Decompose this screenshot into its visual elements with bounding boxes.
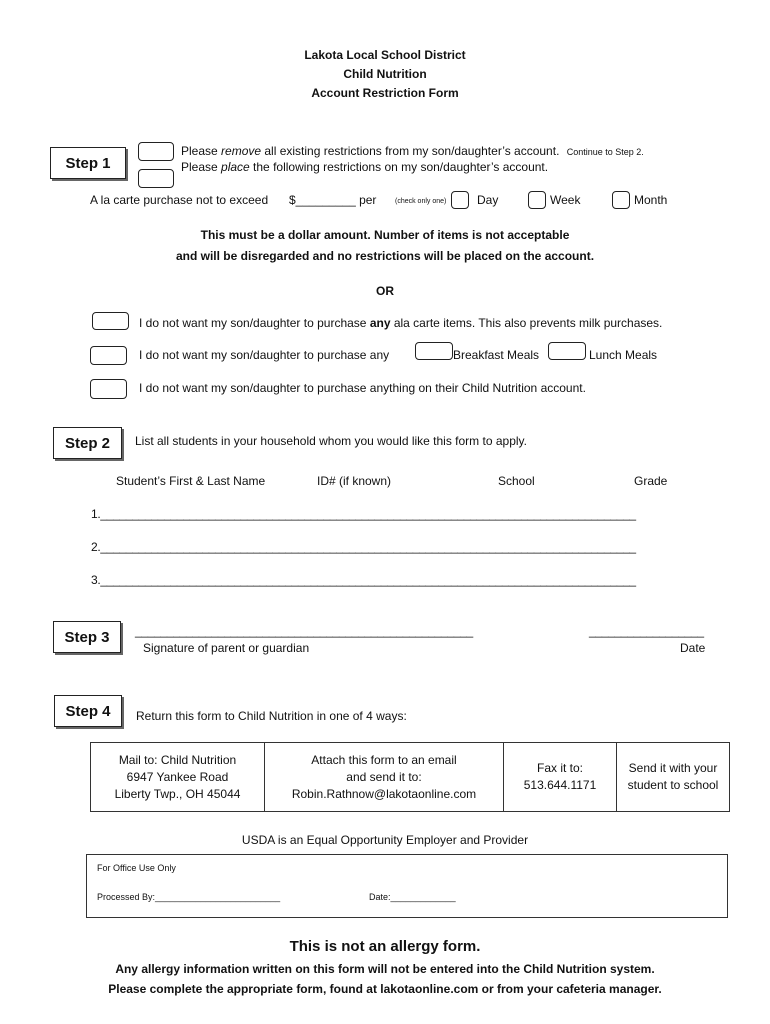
step2-label: Step 2	[53, 427, 122, 459]
week-label: Week	[550, 193, 581, 207]
return-methods-table	[90, 742, 730, 812]
processed-by-field: Processed By:_________________________	[97, 892, 281, 902]
breakfast-checkbox[interactable]	[415, 342, 453, 360]
step4-label: Step 4	[54, 695, 122, 727]
no-meals-checkbox[interactable]	[90, 346, 127, 365]
signature-line[interactable]: _____________________________________________________	[135, 624, 473, 638]
place-restrictions-checkbox[interactable]	[138, 169, 174, 188]
not-allergy-form-title: This is not an allergy form.	[289, 938, 481, 955]
district-title: Lakota Local School District	[304, 48, 466, 62]
day-checkbox[interactable]	[451, 191, 469, 209]
mail-cell	[91, 743, 265, 812]
place-option-text	[181, 160, 548, 174]
usda-statement: USDA is an Equal Opportunity Employer and Provider	[241, 833, 529, 847]
or-separator: OR	[376, 284, 394, 298]
date-line[interactable]: __________________	[589, 624, 704, 638]
fax-line-1: Fax it to:	[536, 761, 583, 775]
place-pre: Please	[181, 160, 222, 174]
student-row-1[interactable]: 1.____________________________________________________________________________________	[91, 507, 636, 521]
date-label: Date	[680, 641, 706, 655]
office-use-title: For Office Use Only	[97, 863, 176, 873]
office-date-field: Date:_____________	[369, 892, 456, 902]
month-checkbox[interactable]	[612, 191, 630, 209]
no-alacarte-text	[139, 316, 662, 330]
mail-line-2: 6947 Yankee Road	[126, 769, 229, 784]
lunch-label: Lunch Meals	[589, 348, 658, 362]
email-line-1: Attach this form to an email	[311, 752, 457, 767]
send-cell	[617, 743, 730, 812]
column-grade: Grade	[634, 474, 668, 488]
breakfast-label: Breakfast Meals	[453, 348, 540, 362]
remove-emphasis: remove	[221, 144, 262, 158]
form-title: Account Restriction Form	[311, 86, 459, 100]
send-line-2: student to school	[627, 778, 719, 792]
remove-option-text	[181, 144, 644, 158]
remove-post: all existing restrictions from my son/daughter’s account.	[261, 144, 560, 158]
no-alacarte-checkbox[interactable]	[92, 312, 129, 330]
step3-label: Step 3	[53, 621, 121, 653]
signature-label: Signature of parent or guardian	[143, 641, 310, 655]
disregard-note: and will be disregarded and no restrictions will be placed on the account.	[175, 249, 595, 263]
no-meals-text: I do not want my son/daughter to purchase any	[139, 348, 390, 362]
opt1-bold: any	[369, 316, 391, 330]
email-line-2: and send it to:	[346, 769, 422, 784]
dollar-amount-note: This must be a dollar amount. Number of items is not acceptable	[200, 228, 570, 242]
month-label: Month	[634, 193, 668, 207]
place-post: the following restrictions on my son/daughter’s account.	[249, 160, 549, 174]
opt1-pre: I do not want my son/daughter to purchase	[139, 316, 370, 330]
step1-label: Step 1	[50, 147, 126, 179]
day-label: Day	[477, 193, 499, 207]
no-purchases-checkbox[interactable]	[90, 379, 127, 399]
department-title: Child Nutrition	[343, 67, 427, 81]
column-student-name: Student’s First & Last Name	[116, 474, 266, 488]
office-use-box	[86, 854, 728, 918]
student-row-3[interactable]: 3.____________________________________________________________________________________	[91, 573, 636, 587]
opt1-post: ala carte items. This also prevents milk purchases.	[390, 316, 663, 330]
amount-blank[interactable]: $_________ per	[289, 193, 377, 207]
remove-pre: Please	[181, 144, 222, 158]
allergy-warning-line-1: Any allergy information written on this form will not be entered into the Child Nutrition system.	[115, 962, 655, 976]
no-purchases-text: I do not want my son/daughter to purchase anything on their Child Nutrition account.	[139, 381, 586, 395]
email-cell	[265, 743, 504, 812]
email-address[interactable]: Robin.Rathnow@lakotaonline.com	[291, 786, 477, 801]
column-id: ID# (if known)	[317, 474, 392, 488]
fax-number: 513.644.1171	[523, 778, 597, 792]
column-school: School	[498, 474, 535, 488]
check-only-one-note: (check only one)	[395, 198, 447, 205]
remove-restrictions-checkbox[interactable]	[138, 142, 174, 161]
student-row-2[interactable]: 2.____________________________________________________________________________________	[91, 540, 636, 554]
alacarte-label: A la carte purchase not to exceed	[90, 193, 269, 207]
send-line-1: Send it with your	[628, 761, 718, 775]
place-emphasis: place	[221, 160, 250, 174]
mail-line-3: Liberty Twp., OH 45044	[114, 786, 241, 801]
continue-note: Continue to Step 2.	[566, 147, 644, 157]
fax-cell	[504, 743, 617, 812]
step4-instruction: Return this form to Child Nutrition in one of 4 ways:	[136, 709, 407, 723]
mail-line-1: Mail to: Child Nutrition	[118, 752, 237, 767]
lunch-checkbox[interactable]	[548, 342, 586, 360]
week-checkbox[interactable]	[528, 191, 546, 209]
step2-instruction: List all students in your household whom you would like this form to apply.	[135, 434, 527, 448]
allergy-warning-line-2: Please complete the appropriate form, found at lakotaonline.com or from your cafeteria manager.	[108, 982, 662, 996]
